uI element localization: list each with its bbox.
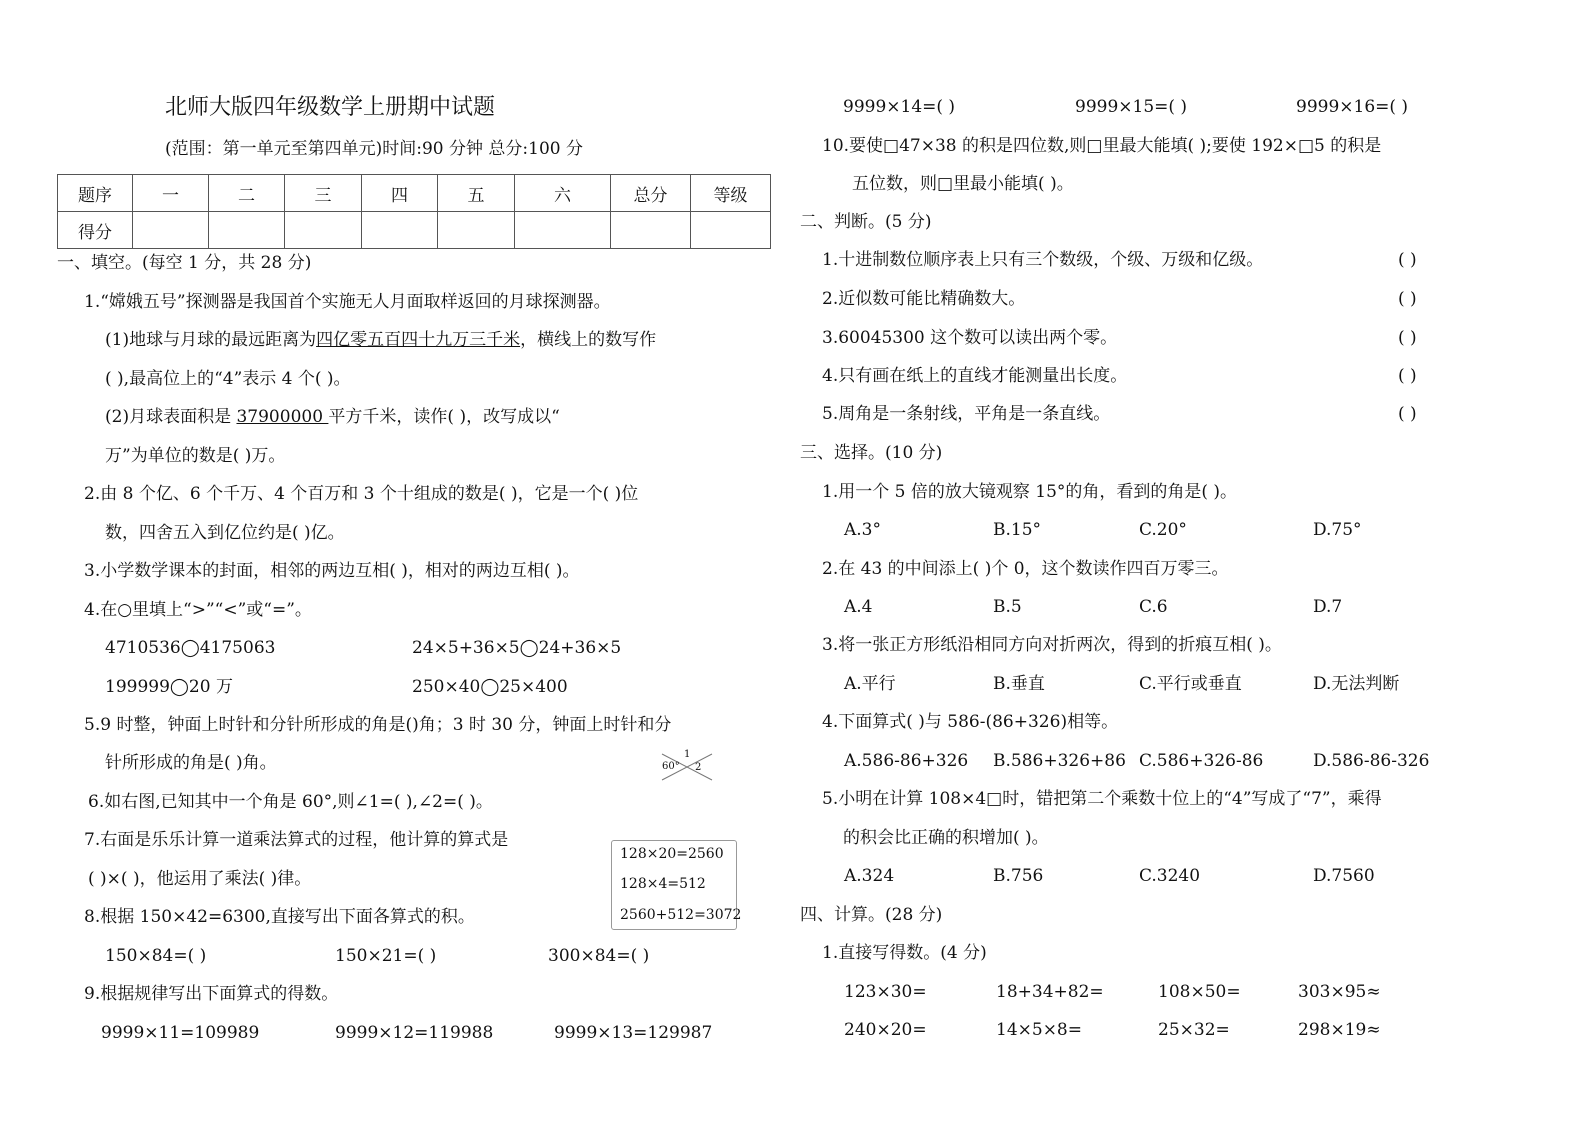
score-table <box>57 174 771 249</box>
question-8: 8.根据 150×42=6300,直接写出下面各算式的积。 <box>84 907 475 927</box>
table-cell: 三 <box>285 175 362 212</box>
question-4: 4.在○里填上“>”“<”或“=”。 <box>84 600 312 620</box>
judge-answer-paren[interactable]: ( ) <box>1398 250 1417 270</box>
score-entry-cell[interactable] <box>362 212 438 249</box>
question-2-cont[interactable]: 数，四舍五入到亿位约是( )亿。 <box>105 523 345 543</box>
judge-item: 5.周角是一条射线，平角是一条直线。 <box>822 404 1111 424</box>
calc-line: 2560+512=3072 <box>620 907 742 923</box>
choice-option[interactable]: D.75° <box>1313 520 1362 540</box>
pattern-item: 9999×13=129987 <box>554 1023 713 1043</box>
judge-item: 3.60045300 这个数可以读出两个零。 <box>822 328 1118 348</box>
choice-option[interactable]: D.无法判断 <box>1313 674 1400 694</box>
table-cell: 题序 <box>58 175 133 212</box>
score-entry-cell[interactable] <box>285 212 362 249</box>
choice-option[interactable]: B.垂直 <box>993 674 1045 694</box>
question-7-cont[interactable]: ( )×( )，他运用了乘法( )律。 <box>88 869 312 889</box>
question-2[interactable]: 2.由 8 个亿、6 个千万、4 个百万和 3 个十组成的数是( )，它是一个( )位 <box>84 484 639 504</box>
choice-option[interactable]: D.7 <box>1313 597 1343 617</box>
judge-item: 2.近似数可能比精确数大。 <box>822 289 1026 309</box>
judge-answer-paren[interactable]: ( ) <box>1398 289 1417 309</box>
product-item[interactable]: 300×84=( ) <box>548 946 650 966</box>
oral-calc-item[interactable]: 108×50= <box>1158 982 1241 1002</box>
judge-answer-paren[interactable]: ( ) <box>1398 404 1417 424</box>
question-1: 1.“嫦娥五号”探测器是我国首个实施无人月面取样返回的月球探测器。 <box>84 292 611 312</box>
pattern-item: 9999×11=109989 <box>101 1023 260 1043</box>
product-item[interactable]: 150×21=( ) <box>335 946 437 966</box>
section-heading-choice: 三、选择。(10 分) <box>800 443 943 463</box>
judge-item: 1.十进制数位顺序表上只有三个数级，个级、万级和亿级。 <box>822 250 1264 270</box>
table-cell: 总分 <box>611 175 691 212</box>
choice-question[interactable]: 3.将一张正方形纸沿相同方向对折两次，得到的折痕互相( )。 <box>822 635 1282 655</box>
question-9: 9.根据规律写出下面算式的得数。 <box>84 984 339 1004</box>
calc-line: 128×4=512 <box>620 876 706 892</box>
judge-answer-paren[interactable]: ( ) <box>1398 328 1417 348</box>
oral-calc-item[interactable]: 240×20= <box>844 1020 927 1040</box>
score-table-score-row <box>58 212 771 249</box>
table-cell: 一 <box>133 175 209 212</box>
table-cell: 等级 <box>691 175 771 212</box>
choice-option[interactable]: C.平行或垂直 <box>1139 674 1242 694</box>
product-item[interactable]: 150×84=( ) <box>105 946 207 966</box>
oral-calc-item[interactable]: 18+34+82= <box>996 982 1104 1002</box>
choice-option[interactable]: B.15° <box>993 520 1042 540</box>
calc-line: 128×20=2560 <box>620 846 724 862</box>
oral-calc-item[interactable]: 25×32= <box>1158 1020 1230 1040</box>
angle-label-60: 60° <box>662 761 680 772</box>
compare-item[interactable]: 4710536◯4175063 <box>105 638 276 658</box>
choice-option[interactable]: A.3° <box>844 520 881 540</box>
angle-figure <box>660 749 714 782</box>
table-cell: 四 <box>362 175 438 212</box>
choice-option[interactable]: A.586-86+326 <box>844 751 969 771</box>
choice-option[interactable]: C.6 <box>1139 597 1168 617</box>
section-heading-fill: 一、填空。(每空 1 分，共 28 分) <box>57 253 312 273</box>
choice-option[interactable]: B.586+326+86 <box>993 751 1126 771</box>
question-3[interactable]: 3.小学数学课本的封面，相邻的两边互相( )，相对的两边互相( )。 <box>84 561 580 581</box>
score-entry-cell[interactable] <box>133 212 209 249</box>
score-entry-cell[interactable] <box>611 212 691 249</box>
choice-option[interactable]: C.586+326-86 <box>1139 751 1264 771</box>
compare-item[interactable]: 250×40◯25×400 <box>412 677 568 697</box>
choice-question[interactable]: 1.用一个 5 倍的放大镜观察 15°的角，看到的角是( )。 <box>822 482 1238 502</box>
question-7: 7.右面是乐乐计算一道乘法算式的过程，他计算的算式是 <box>84 830 509 850</box>
score-entry-cell[interactable] <box>209 212 285 249</box>
oral-calc-item[interactable]: 303×95≈ <box>1298 982 1381 1002</box>
choice-question[interactable]: 2.在 43 的中间添上( )个 0，这个数读作四百万零三。 <box>822 559 1229 579</box>
question-10[interactable]: 10.要使□47×38 的积是四位数,则□里最大能填( );要使 192×□5 的积是 <box>822 136 1382 156</box>
choice-option[interactable]: A.4 <box>844 597 873 617</box>
question-5-cont[interactable]: 针所形成的角是( )角。 <box>105 753 277 773</box>
score-table-header-row <box>58 175 771 212</box>
compare-item[interactable]: 24×5+36×5◯24+36×5 <box>412 638 622 658</box>
choice-option[interactable]: A.324 <box>844 866 895 886</box>
choice-question: 5.小明在计算 108×4□时，错把第二个乘数十位上的“4”写成了“7”，乘得 <box>822 789 1382 809</box>
choice-question-cont[interactable]: 的积会比正确的积增加( )。 <box>843 828 1049 848</box>
question-10-cont[interactable]: 五位数，则□里最小能填( )。 <box>852 174 1074 194</box>
question-1-2: (2)月球表面积是 37900000 平方千米，读作( )，改写成以“ <box>105 407 560 427</box>
score-entry-cell[interactable] <box>515 212 611 249</box>
choice-option[interactable]: B.5 <box>993 597 1022 617</box>
page-title: 北师大版四年级数学上册期中试题 <box>165 95 496 120</box>
section-heading-calc: 四、计算。(28 分) <box>800 905 943 925</box>
pattern-item[interactable]: 9999×16=( ) <box>1296 97 1409 117</box>
question-1-2-blank[interactable]: 万”为单位的数是( )万。 <box>105 446 286 466</box>
pattern-item: 9999×12=119988 <box>335 1023 494 1043</box>
choice-option[interactable]: B.756 <box>993 866 1044 886</box>
oral-calc-item[interactable]: 298×19≈ <box>1298 1020 1381 1040</box>
section-heading-judge: 二、判断。(5 分) <box>800 212 932 232</box>
choice-option[interactable]: C.20° <box>1139 520 1187 540</box>
choice-option[interactable]: D.586-86-326 <box>1313 751 1430 771</box>
angle-label-2: 2 <box>695 762 702 773</box>
choice-option[interactable]: D.7560 <box>1313 866 1375 886</box>
question-1-1-blank[interactable]: ( ),最高位上的“4”表示 4 个( )。 <box>105 369 351 389</box>
pattern-item[interactable]: 9999×14=( ) <box>843 97 956 117</box>
compare-item[interactable]: 199999◯20 万 <box>105 677 233 697</box>
calculation-box <box>611 840 742 930</box>
table-cell: 二 <box>209 175 285 212</box>
choice-question[interactable]: 4.下面算式( )与 586-(86+326)相等。 <box>822 712 1119 732</box>
choice-option[interactable]: C.3240 <box>1139 866 1201 886</box>
question-6[interactable]: 6.如右图,已知其中一个角是 60°,则∠1=( ),∠2=( )。 <box>88 792 493 812</box>
choice-option[interactable]: A.平行 <box>844 674 896 694</box>
calc-subheading: 1.直接写得数。(4 分) <box>822 943 987 963</box>
table-cell: 五 <box>438 175 515 212</box>
oral-calc-item[interactable]: 123×30= <box>844 982 927 1002</box>
page-subtitle: (范围：第一单元至第四单元)时间:90 分钟 总分:100 分 <box>165 139 584 159</box>
pattern-item[interactable]: 9999×15=( ) <box>1075 97 1188 117</box>
question-5[interactable]: 5.9 时整，钟面上时针和分针所形成的角是()角；3 时 30 分，钟面上时针和分 <box>84 715 672 735</box>
table-cell: 得分 <box>58 212 133 249</box>
judge-item: 4.只有画在纸上的直线才能测量出长度。 <box>822 366 1128 386</box>
oral-calc-item[interactable]: 14×5×8= <box>996 1020 1082 1040</box>
question-1-1: (1)地球与月球的最远距离为四亿零五百四十九万三千米，横线上的数写作 <box>105 330 657 350</box>
angle-label-1: 1 <box>684 749 691 760</box>
table-cell: 六 <box>515 175 611 212</box>
score-entry-cell[interactable] <box>691 212 771 249</box>
score-entry-cell[interactable] <box>438 212 515 249</box>
judge-answer-paren[interactable]: ( ) <box>1398 366 1417 386</box>
